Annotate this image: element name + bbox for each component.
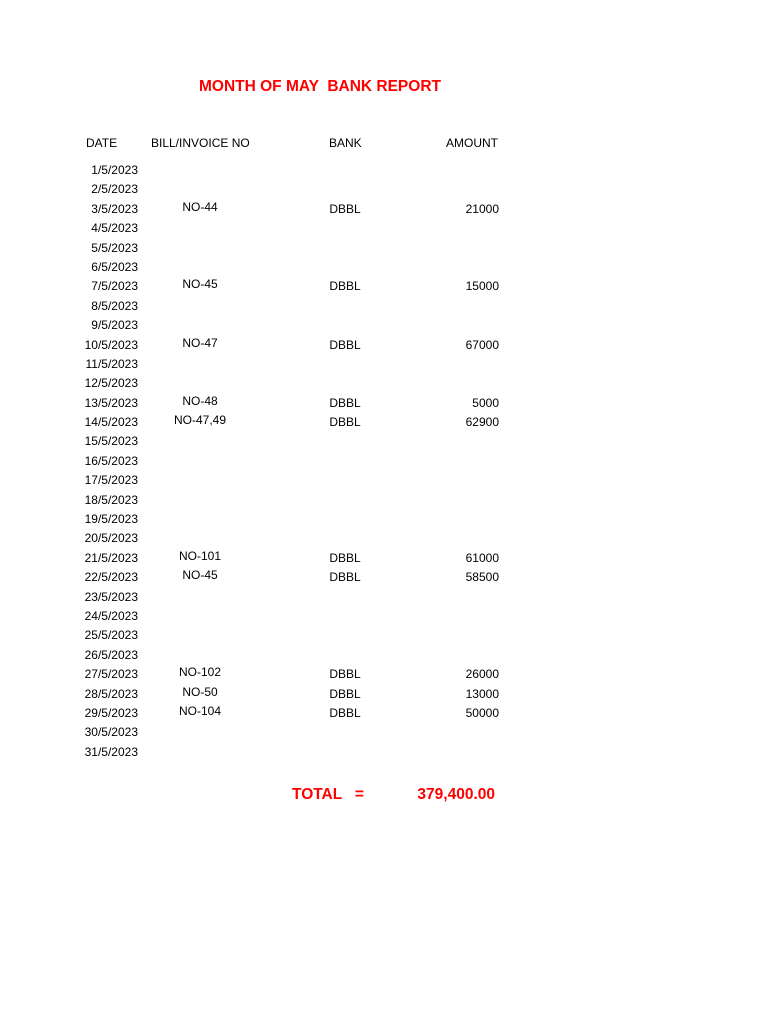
table-row (0, 626, 768, 645)
date-cell: 16/5/2023 (84, 453, 138, 468)
table-row (0, 723, 768, 742)
bill-cell: NO-48 (182, 393, 218, 408)
bill-cell: NO-47,49 (173, 413, 227, 428)
bank-cell: DBBL (329, 337, 361, 352)
total-label: TOTAL = (292, 786, 364, 803)
table-row (0, 510, 768, 529)
table-row (0, 297, 768, 316)
date-cell: 18/5/2023 (84, 492, 138, 507)
table-row (0, 316, 768, 335)
table-row (0, 180, 768, 199)
table-row (0, 219, 768, 238)
date-cell: 6/5/2023 (91, 259, 138, 274)
report-title: MONTH OF MAY BANK REPORT (199, 78, 441, 95)
date-cell: 24/5/2023 (84, 608, 138, 623)
date-cell: 28/5/2023 (84, 686, 138, 701)
bill-cell: NO-45 (182, 277, 218, 292)
date-cell: 20/5/2023 (84, 531, 138, 546)
column-header-bill: BILL/INVOICE NO (151, 136, 250, 150)
date-cell: 11/5/2023 (85, 356, 138, 371)
table-row (0, 336, 768, 355)
column-header-amount: AMOUNT (446, 136, 498, 150)
bank-cell: DBBL (329, 395, 361, 410)
amount-cell: 21000 (465, 201, 499, 216)
bank-cell: DBBL (329, 667, 361, 682)
date-cell: 19/5/2023 (84, 512, 138, 527)
table-row (0, 239, 768, 258)
date-cell: 31/5/2023 (84, 744, 138, 759)
date-cell: 25/5/2023 (84, 628, 138, 643)
bank-cell: DBBL (329, 415, 361, 430)
table-row (0, 549, 768, 568)
date-cell: 8/5/2023 (91, 298, 138, 313)
date-cell: 27/5/2023 (84, 667, 138, 682)
table-row (0, 277, 768, 296)
date-cell: 15/5/2023 (84, 434, 138, 449)
amount-cell: 5000 (472, 395, 499, 410)
date-cell: 23/5/2023 (84, 589, 138, 604)
bill-cell: NO-104 (178, 703, 222, 718)
date-cell: 17/5/2023 (84, 473, 138, 488)
table-row (0, 258, 768, 277)
table-row (0, 743, 768, 762)
table-row (0, 413, 768, 432)
bank-cell: DBBL (329, 570, 361, 585)
table-row (0, 374, 768, 393)
bank-cell: DBBL (329, 201, 361, 216)
column-header-bank: BANK (329, 136, 362, 150)
bill-cell: NO-101 (178, 548, 222, 563)
date-cell: 26/5/2023 (84, 647, 138, 662)
amount-cell: 61000 (465, 550, 499, 565)
table-row (0, 452, 768, 471)
amount-cell: 67000 (465, 337, 499, 352)
amount-cell: 50000 (465, 705, 499, 720)
bill-cell: NO-45 (182, 568, 218, 583)
bank-cell: DBBL (329, 686, 361, 701)
date-cell: 12/5/2023 (84, 376, 138, 391)
date-cell: 2/5/2023 (91, 182, 138, 197)
date-cell: 13/5/2023 (84, 395, 138, 410)
amount-cell: 62900 (465, 415, 499, 430)
table-row (0, 568, 768, 587)
date-cell: 21/5/2023 (84, 550, 138, 565)
table-row (0, 665, 768, 684)
table-row (0, 161, 768, 180)
report-table-body (0, 161, 768, 762)
table-row (0, 432, 768, 451)
column-header-date: DATE (86, 136, 118, 150)
date-cell: 1/5/2023 (91, 163, 138, 177)
amount-cell: 58500 (465, 570, 499, 585)
table-row (0, 491, 768, 510)
table-row (0, 471, 768, 490)
bank-cell: DBBL (329, 550, 361, 565)
table-row (0, 588, 768, 607)
bill-cell: NO-44 (182, 199, 218, 214)
date-cell: 10/5/2023 (84, 337, 138, 352)
table-row (0, 685, 768, 704)
table-row (0, 200, 768, 219)
bank-cell: DBBL (329, 705, 361, 720)
date-cell: 4/5/2023 (91, 221, 138, 236)
table-row (0, 355, 768, 374)
date-cell: 29/5/2023 (84, 705, 138, 720)
amount-cell: 13000 (465, 686, 499, 701)
date-cell: 14/5/2023 (84, 415, 138, 430)
table-row (0, 646, 768, 665)
table-row (0, 607, 768, 626)
amount-cell: 15000 (465, 279, 499, 294)
date-cell: 3/5/2023 (91, 201, 138, 216)
total-value: 379,400.00 (417, 786, 495, 803)
date-cell: 9/5/2023 (91, 318, 138, 333)
date-cell: 7/5/2023 (91, 279, 138, 294)
bill-cell: NO-102 (178, 665, 222, 680)
table-row (0, 704, 768, 723)
bill-cell: NO-47 (182, 335, 218, 350)
table-row (0, 529, 768, 548)
date-cell: 5/5/2023 (91, 240, 138, 255)
date-cell: 22/5/2023 (84, 570, 138, 585)
date-cell: 30/5/2023 (84, 725, 138, 740)
amount-cell: 26000 (465, 667, 499, 682)
table-row (0, 394, 768, 413)
bank-cell: DBBL (329, 279, 361, 294)
bill-cell: NO-50 (182, 684, 218, 699)
